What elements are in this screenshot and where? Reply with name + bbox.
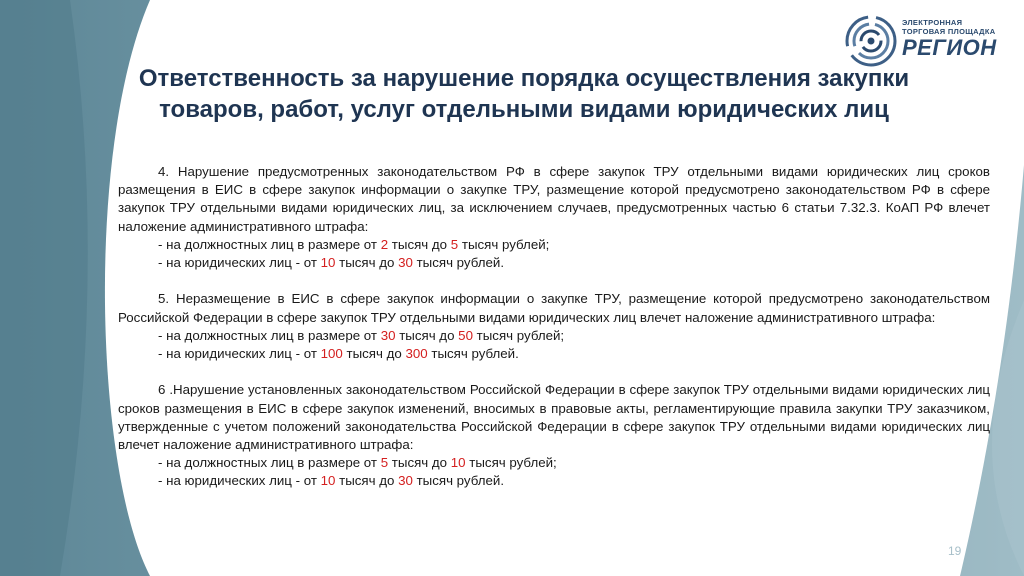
penalty-section [118,290,990,326]
page-number: 19 [948,544,962,558]
penalty-section [118,381,990,454]
officials-fine: - на должностных лиц в размере от 2 тысяч до 5 тысяч рублей; [158,236,550,252]
logo-name: РЕГИОН [902,35,997,60]
officials-fine: - на должностных лиц в размере от 5 тысяч до 10 тысяч рублей; [158,455,557,471]
section-text: 6 .Нарушение установленных законодательством Российской Федерации в сфере закупок ТРУ отдельными видами юридических лиц сроков размещения в ЕИС в сфере закупок изменений, вносимых в правовые акты, регламентирующие правила закупки ТРУ заказчиком, утвержденные с учетом положений законодательства Российской Федерации в сфере закупок ТРУ отдельными видами юридических лиц влечет наложение административного штрафа: [118,382,990,453]
legal-entities-fine: - на юридических лиц - от 10 тысяч до 30 тысяч рублей. [158,473,505,489]
legal-entities-fine: - на юридических лиц - от 10 тысяч до 30 тысяч рублей. [158,255,505,271]
slide-title: Ответственность за нарушение порядка осуществления закупки товаров, работ, услуг отдельными видами юридических лиц [138,65,910,123]
penalty-section [118,163,990,236]
section-text: 5. Неразмещение в ЕИС в сфере закупок информации о закупке ТРУ, размещение которой предусмотрено законодательством Российской Федерации в сфере закупок ТРУ отдельными видами юридических лиц влечет наложение административного штрафа: [118,291,990,325]
logo-emblem-icon [844,14,898,68]
slide-content [118,163,990,491]
legal-entities-fine: - на юридических лиц - от 100 тысяч до 300 тысяч рублей. [158,346,519,362]
logo-line1: ЭЛЕКТРОННАЯ [902,18,963,27]
logo-line2: ТОРГОВАЯ ПЛОЩАДКА [902,27,996,36]
section-text: 4. Нарушение предусмотренных законодательством РФ в сфере закупок ТРУ отдельными видами юридических лиц сроков размещения в ЕИС в сфере закупок информации о закупке ТРУ, размещение которой предусмотрено законодательством РФ в сфере закупок ТРУ отдельными видами юридических лиц, за исключением случаев, предусмотренных частью 6 статьи 7.32.3. КоАП РФ влечет наложение административного штрафа: [118,164,990,234]
officials-fine: - на должностных лиц в размере от 30 тысяч до 50 тысяч рублей; [158,327,565,343]
